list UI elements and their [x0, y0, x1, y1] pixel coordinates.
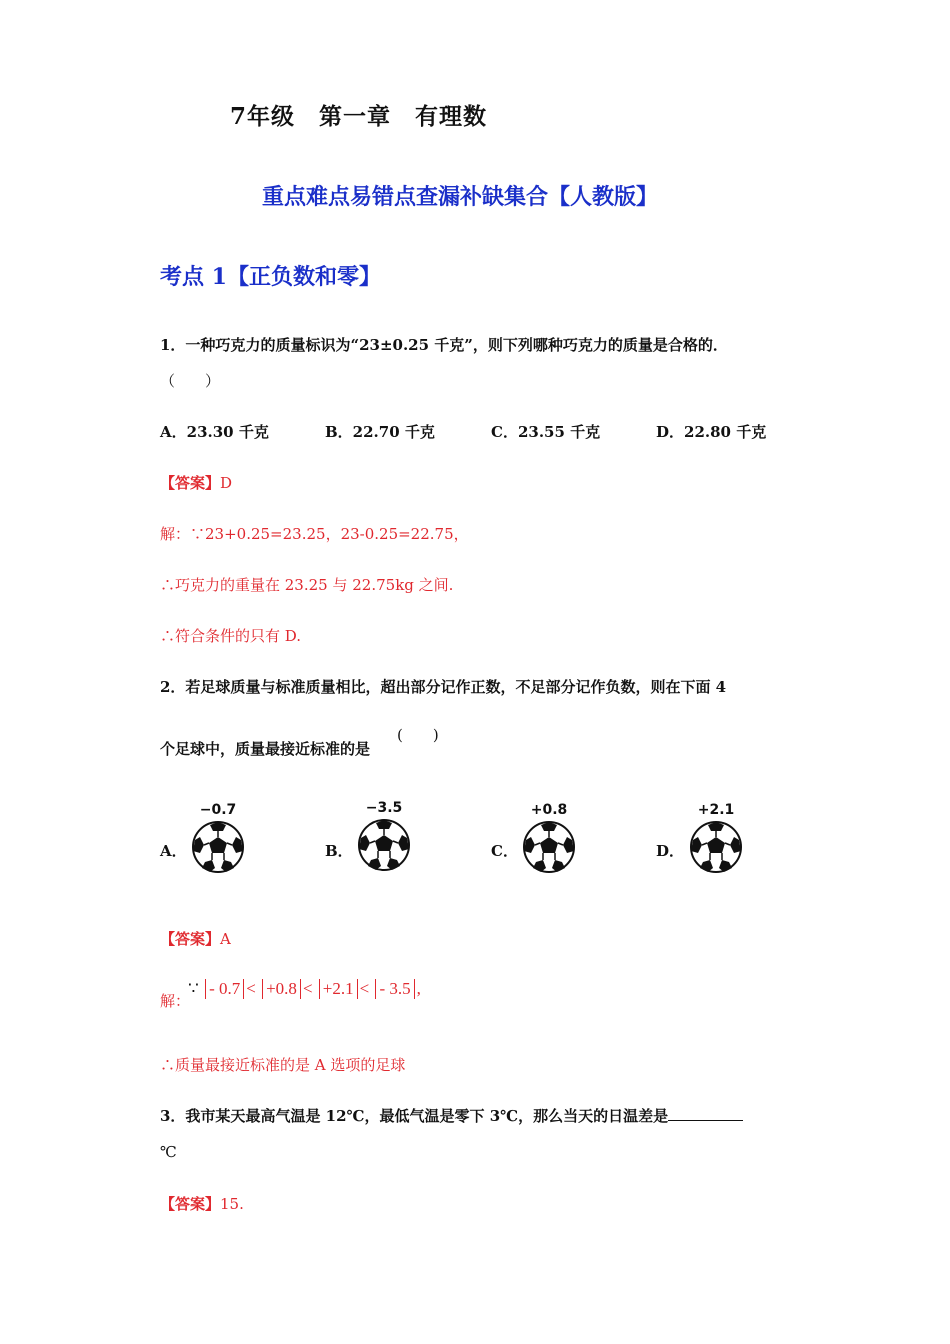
because-symbol: ∵ — [188, 979, 199, 998]
question-1-option-c: C．23.55 千克 — [491, 423, 601, 441]
less-than: < — [359, 979, 370, 998]
soccer-ball-icon — [522, 820, 576, 874]
question-2-option-a-letter: A． — [160, 842, 187, 860]
answer-tag: 【答案】 — [160, 1195, 221, 1213]
question-2-option-a-ball — [188, 802, 248, 878]
answer-value: A — [220, 930, 231, 948]
question-3-prompt: 3．我市某天最高气温是 12℃，最低气温是零下 3℃，那么当天的日温差是 — [160, 1107, 669, 1125]
ball-label: −0.7 — [199, 802, 237, 818]
question-1-option-a: A．23.30 千克 — [160, 423, 269, 441]
question-1-option-d: D．22.80 千克 — [656, 423, 767, 441]
answer-value: 15. — [220, 1195, 244, 1213]
ball-label: +2.1 — [697, 802, 735, 818]
question-2-option-b-ball — [354, 800, 414, 876]
question-2-text-line-2: 个足球中，质量最接近标准的是 — [160, 740, 371, 758]
question-2-abs-inequality — [188, 979, 421, 999]
section-title: 考点 1【正负数和零】 — [160, 264, 381, 290]
answer-tag: 【答案】 — [160, 930, 221, 948]
question-2-solution-prefix: 解： — [160, 992, 191, 1010]
ball-label: −3.5 — [365, 800, 403, 816]
question-3-text — [160, 1105, 743, 1126]
question-2-solution-line-2: ∴质量最接近标准的是 A 选项的足球 — [160, 1056, 406, 1074]
question-2-option-c-ball — [519, 802, 579, 878]
question-1-solution-line-2: ∴巧克力的重量在 23.25 与 22.75kg 之间. — [160, 576, 454, 594]
answer-tag: 【答案】 — [160, 474, 221, 492]
question-2-option-d-ball — [686, 802, 746, 878]
question-2-option-c-letter: C． — [491, 842, 518, 860]
question-2-option-d-letter: D． — [656, 842, 685, 860]
abs-value: +0.8 — [262, 979, 301, 999]
question-3-unit: ℃ — [160, 1143, 177, 1161]
answer-blank — [668, 1106, 743, 1121]
question-3-answer — [160, 1193, 244, 1214]
abs-value: - 0.7 — [205, 979, 244, 999]
question-1-answer — [160, 472, 232, 493]
less-than: < — [246, 979, 256, 998]
question-1-text: 1．一种巧克力的质量标识为“23±0.25 千克”，则下列哪种巧克力的质量是合格的． — [160, 336, 728, 354]
question-2-text-line-1: 2．若足球质量与标准质量相比，超出部分记作正数，不足部分记作负数，则在下面 4 — [160, 678, 727, 696]
comma: , — [416, 979, 421, 998]
soccer-ball-icon — [689, 820, 743, 874]
answer-value: D — [220, 474, 233, 492]
document-subtitle: 重点难点易错点查漏补缺集合【人教版】 — [262, 184, 659, 210]
less-than: < — [302, 979, 313, 998]
question-1-solution-line-3: ∴符合条件的只有 D. — [160, 627, 302, 645]
grade-chapter-title: 7年级 第一章 有理数 — [230, 103, 488, 130]
abs-value: - 3.5 — [375, 979, 414, 999]
question-2-answer — [160, 928, 231, 949]
abs-value: +2.1 — [319, 979, 358, 999]
soccer-ball-icon — [357, 818, 411, 872]
question-2-option-b-letter: B． — [325, 842, 353, 860]
question-1-paren: （ ） — [160, 372, 221, 390]
question-2-paren: ( ) — [397, 726, 439, 744]
question-1-solution-line-1: 解：∵23+0.25=23.25，23-0.25=22.75， — [160, 525, 469, 543]
ball-label: +0.8 — [530, 802, 568, 818]
soccer-ball-icon — [191, 820, 245, 874]
question-1-option-b: B．22.70 千克 — [325, 423, 435, 441]
